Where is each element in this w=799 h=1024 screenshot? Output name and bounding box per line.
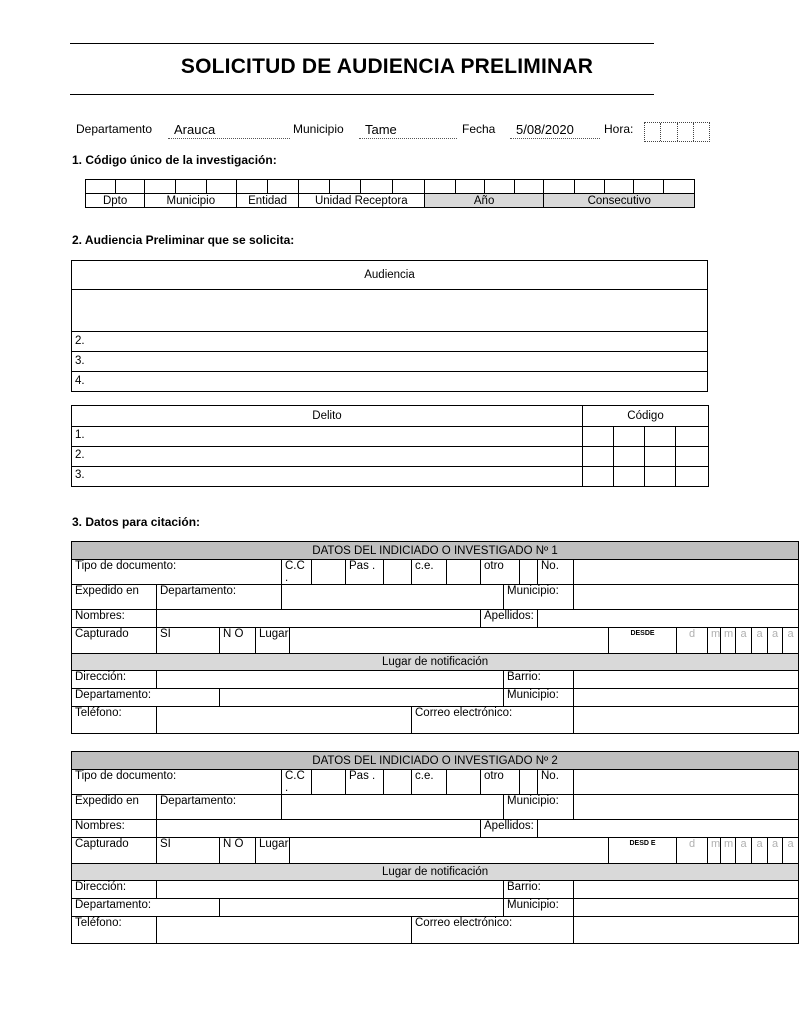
otro-option[interactable]: otro <box>481 560 520 585</box>
date-year[interactable]: a <box>736 838 752 864</box>
desde-label: DESDE <box>609 628 677 654</box>
codigo-cell[interactable] <box>583 447 614 467</box>
lugar-label: Lugar <box>256 838 290 864</box>
codigo-cell[interactable] <box>614 467 645 487</box>
correo-label: Correo electrónico: <box>412 917 574 944</box>
departamento-label: Departamento <box>76 122 153 136</box>
hora-field[interactable] <box>644 122 710 142</box>
document-number-field[interactable] <box>574 560 799 585</box>
date-day[interactable]: d <box>677 628 708 654</box>
telefono-field[interactable] <box>157 917 412 944</box>
col-dpto: Dpto <box>86 194 145 208</box>
ce-box[interactable] <box>447 770 481 795</box>
code-digit[interactable] <box>115 180 145 194</box>
ce-option[interactable]: c.e. <box>412 770 447 795</box>
direccion-field[interactable] <box>157 881 504 899</box>
delito-row-3[interactable]: 3. <box>72 467 583 487</box>
municipio-label: Municipio: <box>504 585 574 610</box>
code-digit[interactable] <box>455 180 485 194</box>
date-month[interactable]: m <box>708 628 721 654</box>
capturado-label: Capturado <box>72 628 157 654</box>
direccion-label: Dirección: <box>72 671 157 689</box>
municipio-notif-label: Municipio: <box>504 689 574 707</box>
correo-field[interactable] <box>574 917 799 944</box>
code-digit[interactable] <box>268 180 299 194</box>
no-label: No. <box>538 560 574 585</box>
notificacion-header: Lugar de notificación <box>72 654 799 671</box>
date-month[interactable]: m <box>721 838 736 864</box>
block-header: DATOS DEL INDICIADO O INVESTIGADO Nº 1 <box>72 542 799 560</box>
departamento-field[interactable]: Arauca <box>168 122 290 139</box>
delito-row-1[interactable]: 1. <box>72 427 583 447</box>
code-digit[interactable] <box>329 180 361 194</box>
expedido-label: Expedido en <box>72 585 157 610</box>
pas-box[interactable] <box>384 560 412 585</box>
codigo-cell[interactable] <box>645 467 676 487</box>
no-label: No. <box>538 770 574 795</box>
indiciado-block-1 <box>71 541 799 734</box>
departamento-label: Departamento: <box>157 795 282 820</box>
desde-label: DESD E <box>609 838 677 864</box>
apellidos-label: Apellidos: <box>481 610 538 628</box>
date-year[interactable]: a <box>752 628 768 654</box>
expedido-departamento-field[interactable] <box>282 585 504 610</box>
date-day[interactable]: d <box>677 838 708 864</box>
code-digit[interactable] <box>634 180 664 194</box>
code-digit[interactable] <box>361 180 393 194</box>
codigo-cell[interactable] <box>614 427 645 447</box>
code-digit-row <box>86 180 695 194</box>
lugar-field[interactable] <box>290 838 609 864</box>
code-digit[interactable] <box>514 180 544 194</box>
cc-box[interactable] <box>312 560 346 585</box>
correo-field[interactable] <box>574 707 799 734</box>
codigo-cell[interactable] <box>645 427 676 447</box>
municipio-field[interactable]: Tame <box>359 122 457 139</box>
code-digit[interactable] <box>575 180 605 194</box>
municipio-label: Municipio <box>293 122 344 136</box>
apellidos-field[interactable] <box>538 610 799 628</box>
lugar-field[interactable] <box>290 628 609 654</box>
apellidos-label: Apellidos: <box>481 820 538 838</box>
audiencia-row-3[interactable]: 3. <box>72 352 708 372</box>
cc-option[interactable]: C.C . <box>282 560 312 585</box>
audiencia-row-2[interactable]: 2. <box>72 332 708 352</box>
pas-box[interactable] <box>384 770 412 795</box>
barrio-label: Barrio: <box>504 671 574 689</box>
municipio-label: Municipio: <box>504 795 574 820</box>
audiencia-table <box>71 260 708 392</box>
code-digit[interactable] <box>298 180 329 194</box>
otro-box[interactable] <box>520 770 538 795</box>
expedido-municipio-field[interactable] <box>574 585 799 610</box>
col-ano: Año <box>424 194 544 208</box>
capturado-label: Capturado <box>72 838 157 864</box>
expedido-departamento-field[interactable] <box>282 795 504 820</box>
date-month[interactable]: m <box>708 838 721 864</box>
codigo-unico-table <box>85 179 695 208</box>
codigo-cell[interactable] <box>614 447 645 467</box>
code-digit[interactable] <box>424 180 455 194</box>
date-year[interactable]: a <box>768 838 783 864</box>
delito-header: Delito <box>72 406 583 427</box>
nombres-label: Nombres: <box>72 610 157 628</box>
pas-option[interactable]: Pas . <box>346 560 384 585</box>
section-2-title: 2. Audiencia Preliminar que se solicita: <box>72 233 295 247</box>
section-1-title: 1. Código único de la investigación: <box>72 153 277 167</box>
col-unidad-receptora: Unidad Receptora <box>298 194 424 208</box>
code-digit[interactable] <box>604 180 634 194</box>
si-option[interactable]: SI <box>157 838 220 864</box>
audiencia-row-1[interactable] <box>72 290 708 332</box>
date-year[interactable]: a <box>783 628 799 654</box>
codigo-cell[interactable] <box>583 467 614 487</box>
date-year[interactable]: a <box>752 838 768 864</box>
col-municipio: Municipio <box>145 194 237 208</box>
codigo-header: Código <box>583 406 709 427</box>
code-digit[interactable] <box>544 180 575 194</box>
code-digit[interactable] <box>485 180 515 194</box>
expedido-municipio-field[interactable] <box>574 795 799 820</box>
notificacion-header: Lugar de notificación <box>72 864 799 881</box>
fecha-label: Fecha <box>462 122 496 136</box>
date-year[interactable]: a <box>783 838 799 864</box>
code-label-row <box>86 194 695 208</box>
ce-option[interactable]: c.e. <box>412 560 447 585</box>
col-entidad: Entidad <box>237 194 298 208</box>
departamento-label: Departamento: <box>157 585 282 610</box>
code-digit[interactable] <box>237 180 268 194</box>
page-title: SOLICITUD DE AUDIENCIA PRELIMINAR <box>180 55 594 78</box>
si-option[interactable]: SI <box>157 628 220 654</box>
indiciado-block-2 <box>71 751 799 944</box>
fecha-field[interactable]: 5/08/2020 <box>510 122 600 139</box>
code-digit[interactable] <box>145 180 176 194</box>
municipio-notif-field[interactable] <box>574 899 799 917</box>
code-digit[interactable] <box>86 180 116 194</box>
block-header: DATOS DEL INDICIADO O INVESTIGADO Nº 2 <box>72 752 799 770</box>
barrio-field[interactable] <box>574 671 799 689</box>
date-year[interactable]: a <box>768 628 783 654</box>
telefono-label: Teléfono: <box>72 707 157 734</box>
section-3-title: 3. Datos para citación: <box>72 515 201 529</box>
codigo-cell[interactable] <box>676 447 709 467</box>
no-option[interactable]: N O <box>220 838 256 864</box>
apellidos-field[interactable] <box>538 820 799 838</box>
municipio-notif-label: Municipio: <box>504 899 574 917</box>
title-rule <box>70 94 654 95</box>
otro-box[interactable] <box>520 560 538 585</box>
ce-box[interactable] <box>447 560 481 585</box>
date-year[interactable]: a <box>736 628 752 654</box>
nombres-field[interactable] <box>157 820 481 838</box>
direccion-label: Dirección: <box>72 881 157 899</box>
delito-table <box>71 405 709 487</box>
date-month[interactable]: m <box>721 628 736 654</box>
code-digit[interactable] <box>175 180 206 194</box>
hora-label: Hora: <box>604 122 634 136</box>
code-digit[interactable] <box>206 180 237 194</box>
barrio-field[interactable] <box>574 881 799 899</box>
top-rule <box>70 43 654 44</box>
codigo-cell[interactable] <box>676 427 709 447</box>
codigo-cell[interactable] <box>583 427 614 447</box>
otro-option[interactable]: otro <box>481 770 520 795</box>
expedido-label: Expedido en <box>72 795 157 820</box>
pas-option[interactable]: Pas . <box>346 770 384 795</box>
direccion-field[interactable] <box>157 671 504 689</box>
telefono-label: Teléfono: <box>72 917 157 944</box>
no-option[interactable]: N O <box>220 628 256 654</box>
col-consecutivo: Consecutivo <box>544 194 695 208</box>
cc-box[interactable] <box>312 770 346 795</box>
departamento-notif-label: Departamento: <box>72 899 220 917</box>
correo-label: Correo electrónico: <box>412 707 574 734</box>
audiencia-header: Audiencia <box>72 261 708 290</box>
cc-option[interactable]: C.C . <box>282 770 312 795</box>
departamento-notif-field[interactable] <box>220 689 504 707</box>
lugar-label: Lugar <box>256 628 290 654</box>
departamento-notif-label: Departamento: <box>72 689 220 707</box>
codigo-cell[interactable] <box>676 467 709 487</box>
code-digit[interactable] <box>664 180 695 194</box>
departamento-notif-field[interactable] <box>220 899 504 917</box>
codigo-cell[interactable] <box>645 447 676 467</box>
tipo-documento-label: Tipo de documento: <box>72 560 282 585</box>
code-digit[interactable] <box>393 180 425 194</box>
municipio-notif-field[interactable] <box>574 689 799 707</box>
nombres-field[interactable] <box>157 610 481 628</box>
barrio-label: Barrio: <box>504 881 574 899</box>
delito-row-2[interactable]: 2. <box>72 447 583 467</box>
telefono-field[interactable] <box>157 707 412 734</box>
document-number-field[interactable] <box>574 770 799 795</box>
tipo-documento-label: Tipo de documento: <box>72 770 282 795</box>
audiencia-row-4[interactable]: 4. <box>72 372 708 392</box>
nombres-label: Nombres: <box>72 820 157 838</box>
